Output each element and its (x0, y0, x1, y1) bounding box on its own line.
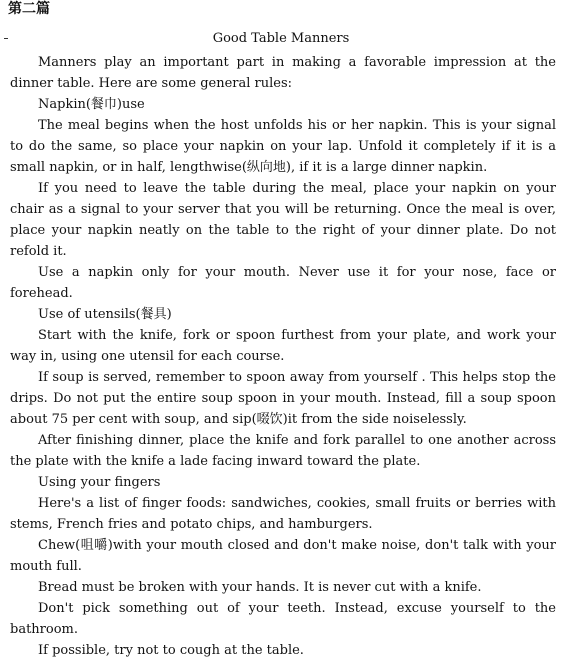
paragraph-teeth: Don't pick something out of your teeth. Instead, excuse yourself to the bathroom. (10, 601, 556, 637)
paragraph-cough: If possible, try not to cough at the table. (38, 643, 304, 658)
paragraph-utensils-soup: If soup is served, remember to spoon away from yourself . This helps stop the drips. Do not put the entire soup spoon in your mouth. Instead, fill a soup spoon about 75 per cent with soup, and sip(啜饮)it from the side noiselessly. (10, 370, 556, 427)
paragraph-napkin-begin: The meal begins when the host unfolds his or her napkin. This is your signal to do the same, so place your napkin on your lap. Unfold it completely if it is a small napkin, or in half, lengthwise(纵向地), if it is a large dinner napkin. (10, 118, 556, 175)
subheading-fingers: Using your fingers (38, 475, 161, 490)
paragraph-intro: Manners play an important part in making a favorable impression at the dinner table. Here are some general rules: (10, 55, 556, 91)
article-body (10, 52, 556, 661)
paragraph-utensils-start: Start with the knife, fork or spoon furthest from your plate, and work your way in, using one utensil for each course. (10, 328, 556, 364)
subheading-utensils: Use of utensils(餐具) (38, 307, 172, 322)
paragraph-chew: Chew(咀嚼)with your mouth closed and don't make noise, don't talk with your mouth full. (10, 538, 556, 574)
paragraph-napkin-leave: If you need to leave the table during the meal, place your napkin on your chair as a signal to your server that you will be returning. Once the meal is over, place your napkin neatly on the table to the right of your dinner plate. Do not refold it. (10, 181, 556, 259)
paragraph-napkin-mouth: Use a napkin only for your mouth. Never use it for your nose, face or forehead. (10, 265, 556, 301)
paragraph-finger-foods: Here's a list of finger foods: sandwiches, cookies, small fruits or berries with stems, French fries and potato chips, and hamburgers. (10, 496, 556, 532)
subheading-napkin-use: Napkin(餐巾)use (38, 97, 145, 112)
paragraph-bread: Bread must be broken with your hands. It is never cut with a knife. (38, 580, 482, 595)
article-title: Good Table Manners (212, 31, 350, 46)
section-label: 第二篇 (8, 1, 50, 17)
paragraph-utensils-finish: After finishing dinner, place the knife and fork parallel to one another across the plate with the knife a lade facing inward toward the plate. (10, 433, 556, 469)
